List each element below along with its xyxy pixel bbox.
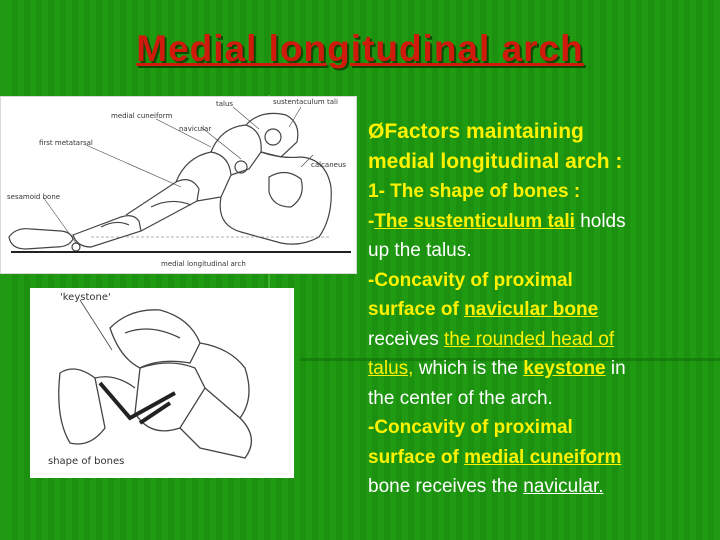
slide-title: Medial longitudinal arch [136, 28, 584, 69]
label-arch: medial longitudinal arch [161, 260, 246, 268]
keystone-figure [30, 288, 294, 478]
nav-rounded-head: the rounded head of [444, 328, 615, 350]
arrow-bullet-icon: Ø [368, 120, 385, 143]
label-calcaneus: calcaneus [311, 161, 347, 169]
navicular-line-5: the center of the arch. [368, 387, 553, 409]
nav-which-is: which is the [413, 358, 524, 379]
sust-dash: - [368, 210, 375, 232]
label-medial-cuneiform: medial cuneiform [111, 112, 173, 120]
cun-bone-receives: bone receives the [368, 476, 524, 497]
cuneiform-line-1: -Concavity of proximal [368, 417, 573, 438]
label-navicular: navicular [179, 125, 212, 133]
shape-of-bones-caption: shape of bones [48, 456, 125, 467]
label-talus: talus [216, 100, 234, 108]
sustentaculum-line-1 [368, 207, 713, 237]
keystone-label: 'keystone' [60, 292, 111, 303]
heading-line-1 [368, 117, 713, 147]
nav-keystone: keystone [523, 358, 606, 379]
foot-skeleton-figure [0, 96, 357, 274]
heading-text-1: Factors maintaining [384, 120, 584, 143]
navicular-line-3 [368, 325, 713, 355]
navicular-line-1: -Concavity of proximal [368, 269, 573, 291]
nav-surface-text: surface of [368, 299, 465, 320]
cun-medial-cuneiform: medial cuneiform [464, 446, 622, 468]
navicular-line-2 [368, 295, 713, 325]
nav-talus: talus, [368, 358, 414, 379]
content-text-block [368, 117, 713, 502]
sust-rest: holds [574, 210, 626, 232]
keystone-drawing [30, 288, 294, 478]
nav-navicular-bone: navicular bone [464, 299, 599, 320]
nav-receives: receives [368, 328, 445, 350]
nav-in: in [605, 358, 626, 379]
navicular-line-4 [368, 354, 713, 384]
cun-surface-text: surface of [368, 446, 465, 468]
label-sesamoid: sesamoid bone [7, 193, 61, 201]
sustentaculum-line-2: up the talus. [368, 240, 472, 261]
cuneiform-line-3 [368, 472, 713, 502]
heading-line-2: medial longitudinal arch : [368, 150, 623, 173]
cuneiform-line-2 [368, 443, 713, 473]
foot-bones-drawing [1, 97, 358, 275]
label-first-metatarsal: first metatarsal [39, 139, 93, 147]
sust-highlight: The sustenticulum tali [374, 210, 575, 232]
cun-navicular: navicular. [523, 476, 604, 497]
label-sustentaculum: sustentaculum tali [273, 98, 338, 106]
point1-header: 1- The shape of bones : [368, 181, 581, 202]
